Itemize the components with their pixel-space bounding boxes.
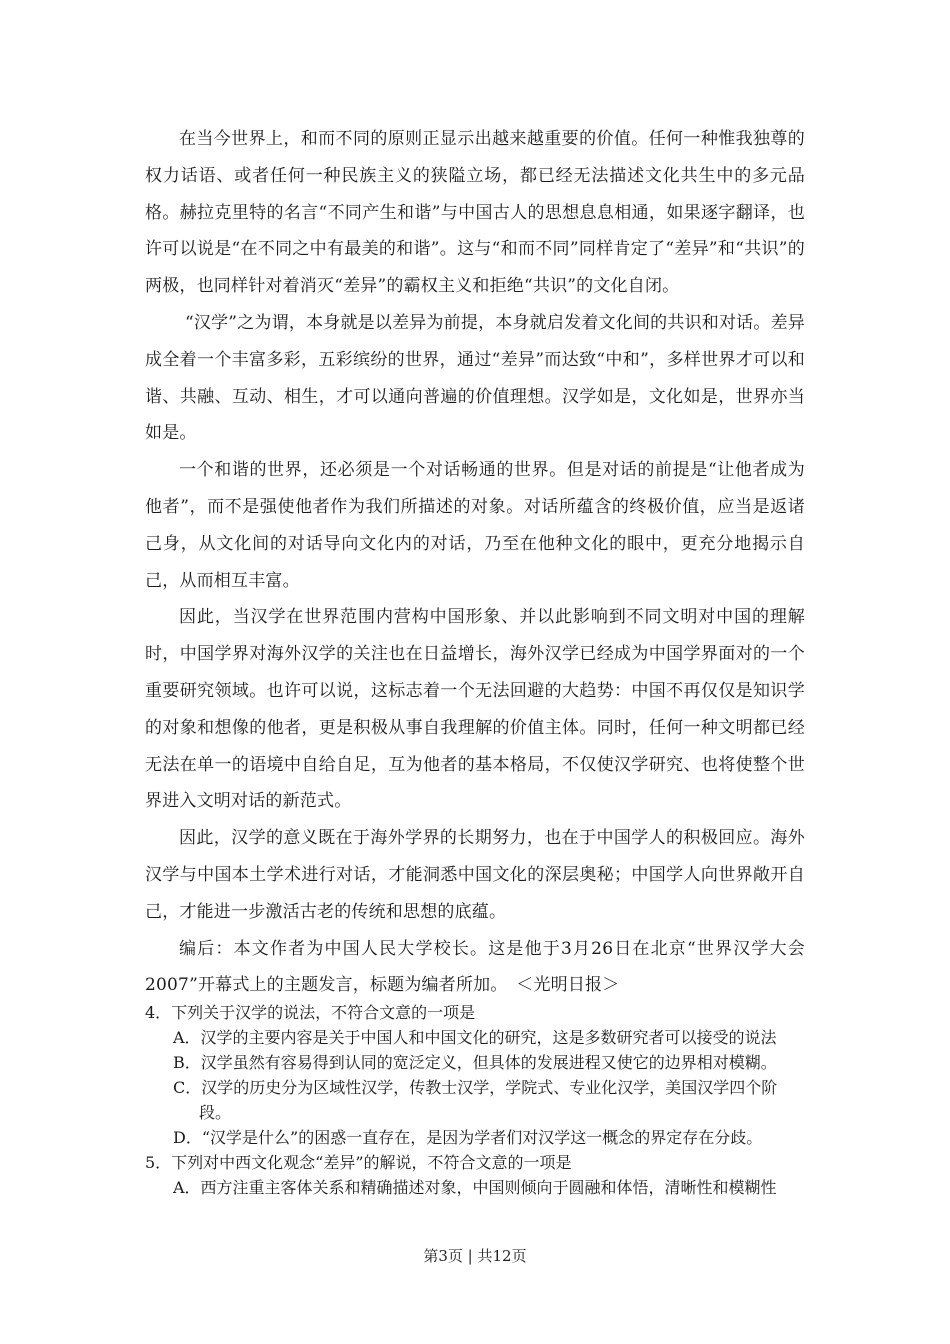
question-5-stem: 5．下列对中西文化观念“差异”的解说，不符合文意的一项是 (145, 1153, 572, 1172)
editor-note: 编后：本文作者为中国人民大学校长。这是他于3月26日在北京“世界汉学大会2007”开幕式上的主题发言，标题为编者所加。 ＜光明日报＞ (145, 938, 805, 996)
question-section (145, 1000, 805, 1200)
question-4-option-c (145, 1075, 805, 1125)
article-body (145, 121, 805, 1004)
page-footer: 第3页 | 共12页 (423, 1247, 527, 1265)
question-4-option-a: A．汉学的主要内容是关于中国人和中国文化的研究，这是多数研究者可以接受的说法 (173, 1028, 777, 1047)
paragraph-2: “汉学”之为谓，本身就是以差异为前提，本身就启发着文化间的共识和对话。差异成全着一个丰富多彩，五彩缤纷的世界，通过“差异”而达致“中和”，多样世界才可以和谐、共融、互动、相生，才可以通向普遍的价值理想。汉学如是，文化如是，世界亦当如是。 (145, 312, 805, 444)
question-4-option-c-line2: 段。 (199, 1103, 232, 1122)
question-4-option-b: B．汉学虽然有容易得到认同的宽泛定义，但具体的发展进程又使它的边界相对模糊。 (173, 1053, 777, 1072)
question-5-option-a: A．西方注重主客体关系和精确描述对象，中国则倾向于圆融和体悟，清晰性和模糊性 (173, 1178, 777, 1197)
paragraph-5: 因此，汉学的意义既在于海外学界的长期努力，也在于中国学人的积极回应。海外汉学与中国本土学术进行对话，才能洞悉中国文化的深层奥秘；中国学人向世界敞开自己，才能进一步激活古老的传统和思想的底蕴。 (145, 828, 805, 922)
question-4-option-c-line1: C．汉学的历史分为区域性汉学，传教士汉学，学院式、专业化汉学，美国汉学四个阶 (173, 1078, 778, 1097)
paragraph-3: 一个和谐的世界，还必须是一个对话畅通的世界。但是对话的前提是“让他者成为他者”，而不是强使他者作为我们所描述的对象。对话所蕴含的终极价值，应当是返诸己身，从文化间的对话导向文化内的对话，乃至在他种文化的眼中，更充分地揭示自己，从而相互丰富。 (145, 460, 805, 591)
paragraph-1: 在当今世界上，和而不同的原则正显示出越来越重要的价值。任何一种惟我独尊的权力话语、或者任何一种民族主义的狭隘立场，都已经无法描述文化共生中的多元品格。赫拉克里特的名言“不同产生和谐”与中国古人的思想息息相通，如果逐字翻译，也许可以说是“在不同之中有最美的和谐”。这与“和而不同”同样肯定了“差异”和“共识”的两极，也同样针对着消灭“差异”的霸权主义和拒绝“共识”的文化自闭。 (145, 129, 805, 297)
question-4-option-d: D．“汉学是什么”的困惑一直存在，是因为学者们对汉学这一概念的界定存在分歧。 (173, 1128, 763, 1147)
question-4-stem: 4．下列关于汉学的说法，不符合文意的一项是 (145, 1003, 476, 1022)
paragraph-4: 因此，当汉学在世界范围内营构中国形象、并以此影响到不同文明对中国的理解时，中国学界对海外汉学的关注也在日益增长，海外汉学已经成为中国学界面对的一个重要研究领域。也许可以说，这标志着一个无法回避的大趋势：中国不再仅仅是知识学的对象和想像的他者，更是积极从事自我理解的价值主体。同时，任何一种文明都已经无法在单一的语境中自给自足，互为他者的基本格局，不仅使汉学研究、也将使整个世界进入文明对话的新范式。 (145, 607, 805, 812)
